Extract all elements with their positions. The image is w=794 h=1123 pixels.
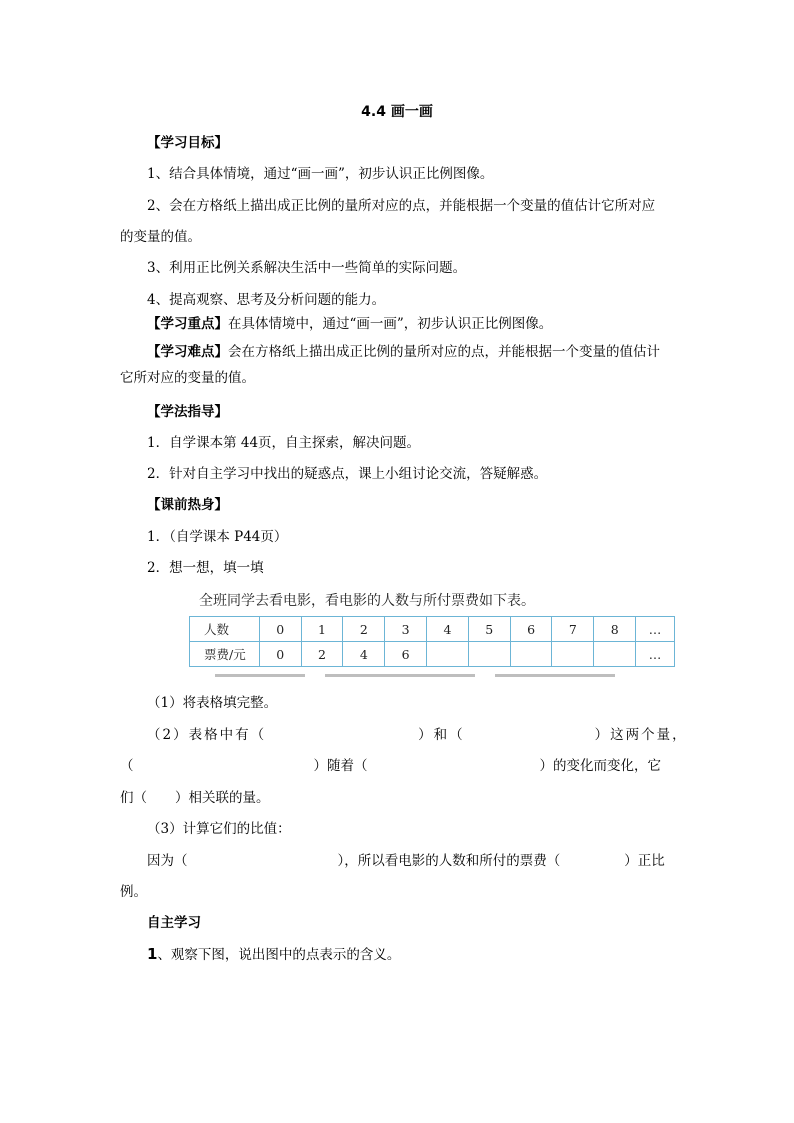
table-cell: … [636,642,675,667]
q3-text-c: ）正比 [624,853,665,869]
q2-text-g: 们（ [120,790,147,806]
cropped-text-strip [185,670,675,680]
question-3-line-1 [147,851,665,871]
objective-1: 1、结合具体情境，通过“画一画”，初步认识正比例图像。 [147,166,494,182]
table-row [190,642,675,667]
objective-2: 2、会在方格纸上描出成正比例的量所对应的点，并能根据一个变量的值估计它所对应 [147,198,656,214]
question-3-title: （3）计算它们的比值： [147,821,291,837]
table-cell: 4 [427,617,469,642]
table-cell: 4 [343,642,385,667]
key-point [147,314,552,334]
difficulty-text: 会在方格纸上描出成正比例的量所对应的点，并能根据一个变量的值估计 [228,344,660,360]
table-cell: 8 [594,617,636,642]
warmup-heading: 【课前热身】 [147,497,228,513]
question-2-line-1 [147,725,688,745]
objective-3: 3、利用正比例关系解决生活中一些简单的实际问题。 [147,260,467,276]
key-point-text: 在具体情境中，通过“画一画”，初步认识正比例图像。 [228,316,553,332]
ticket-table-figure [185,588,675,680]
self-study-item-1 [147,944,400,965]
ticket-table [189,616,675,667]
question-2-line-3 [120,788,270,808]
q2-text-b: ）和（ [418,727,465,743]
row-header-fee: 票费/元 [190,642,260,667]
table-cell: 0 [259,642,301,667]
q2-text-d: （ [120,758,134,774]
method-item-2: 2．针对自主学习中找出的疑惑点，课上小组讨论交流，答疑解惑。 [147,466,548,482]
q2-text-e: ）随着（ [313,758,368,774]
table-cell: 2 [301,642,343,667]
row-header-people: 人数 [190,617,260,642]
method-item-1: 1．自学课本第 44页，自主探索，解决问题。 [147,435,421,451]
question-2-line-2 [120,756,661,776]
question-3-line-2: 例。 [120,884,147,900]
warmup-item-2: 2．想一想，填一填 [147,560,264,576]
page-title: 4.4 画一画 [361,104,433,120]
table-cell: 0 [259,617,301,642]
table-cell [594,642,636,667]
warmup-item-1: 1．（自学课本 P44页） [147,529,288,545]
method-heading: 【学法指导】 [147,404,228,420]
self-study-heading: 自主学习 [147,915,201,931]
table-cell: 2 [343,617,385,642]
q2-text-f: ）的变化而变化，它 [539,758,661,774]
table-row [190,617,675,642]
table-cell [510,642,552,667]
self-study-item-1-number: 1 [147,945,158,963]
table-cell: 7 [552,617,594,642]
difficulty-line-1 [147,342,660,362]
table-cell: … [636,617,675,642]
table-cell: 6 [385,642,427,667]
objective-4: 4、提高观察、思考及分析问题的能力。 [147,292,386,308]
key-point-label: 【学习重点】 [147,316,228,332]
table-cell: 3 [385,617,427,642]
table-cell: 6 [510,617,552,642]
table-cell: 1 [301,617,343,642]
difficulty-line-2: 它所对应的变量的值。 [120,370,255,386]
q2-text-h: ）相关联的量。 [175,790,270,806]
objectives-heading: 【学习目标】 [147,135,228,151]
difficulty-label: 【学习难点】 [147,344,228,360]
q2-text-a: （2）表格中有（ [147,727,267,743]
table-cell: 5 [468,617,510,642]
figure-caption: 全班同学去看电影，看电影的人数与所付票费如下表。 [199,593,535,609]
q2-text-c: ）这两个量， [594,727,688,743]
q3-text-b: ），所以看电影的人数和所付的票费（ [337,853,561,869]
table-cell [552,642,594,667]
table-cell [468,642,510,667]
objective-2-cont: 的变量的值。 [120,229,201,245]
question-1: （1）将表格填完整。 [147,695,278,711]
q3-text-a: 因为（ [147,853,188,869]
self-study-item-1-text: 、观察下图，说出图中的点表示的含义。 [157,947,401,963]
table-cell [427,642,469,667]
